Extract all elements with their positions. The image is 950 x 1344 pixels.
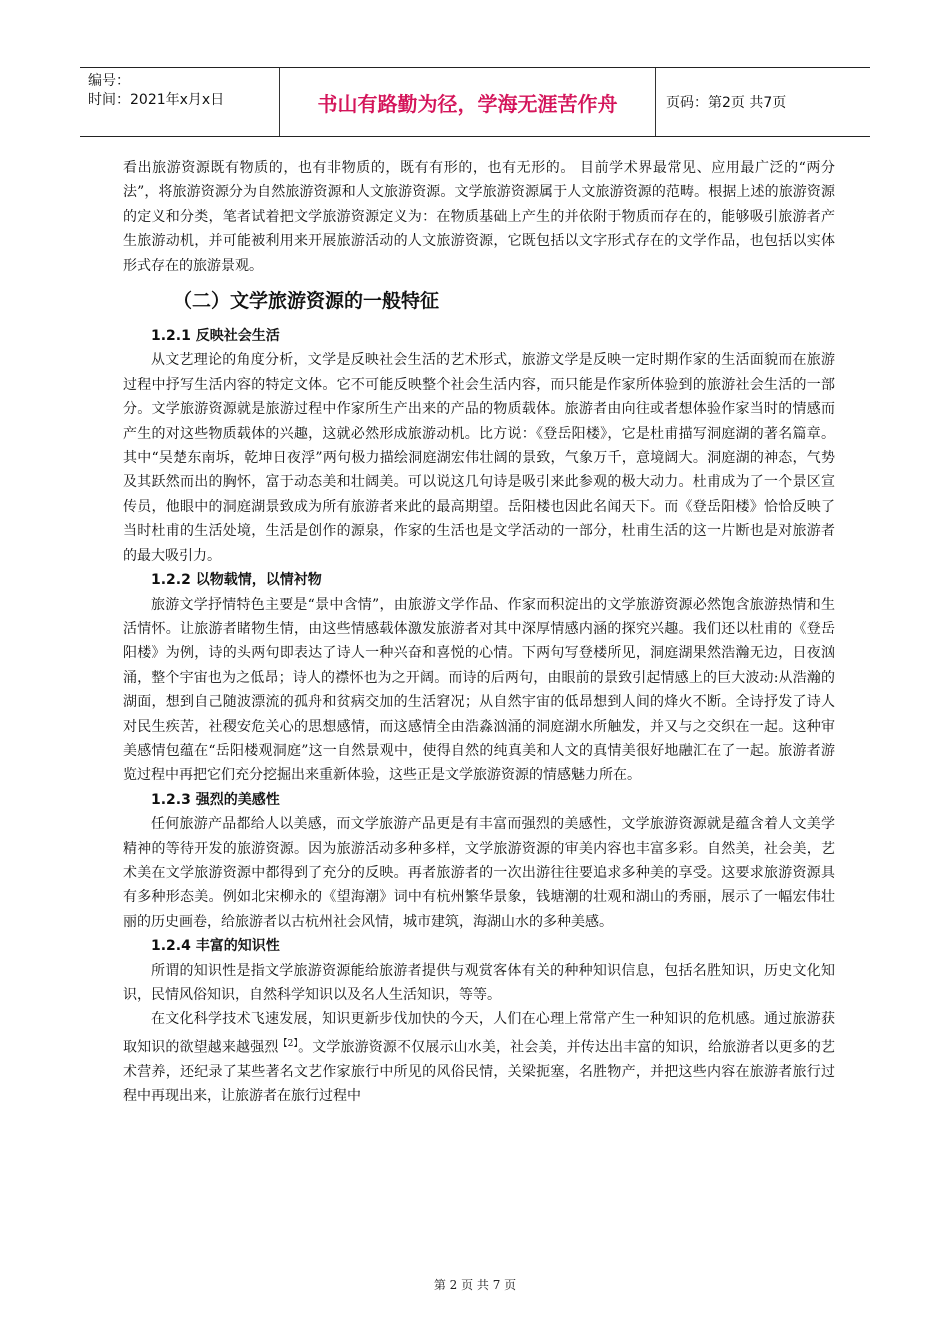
knowledge-text-b: 。文学旅游资源不仅展示山水美，社会美，并传达出丰富的知识，给旅游者以更多的艺术营养，还纪录了某些著名文艺作家旅行中所见的风俗民情，关梁扼塞，名胜物产，并把这些内容在旅游者旅行过程中再现出来，让旅游者在旅行过程中 xyxy=(123,1039,835,1105)
number-label: 编号： xyxy=(88,73,130,89)
subsection-title-2: 1.2.2 以物载情，以情衬物 xyxy=(151,572,322,589)
paragraph-social-life: 从文艺理论的角度分析，文学是反映社会生活的艺术形式，旅游文学是反映一定时期作家的生活面貌而在旅游过程中抒写生活内容的特定文体。它不可能反映整个社会生活内容，而只能是作家所体验到的旅游社会生活的一部分。文学旅游资源就是旅游过程中作家所生产出来的产品的物质载体。旅游者由向往或者想体验作家当时的情感而产生的对这些物质载体的兴趣，这就必然形成旅游动机。比方说：《登岳阳楼》，它是杜甫描写洞庭湖的著名篇章。其中“吴楚东南坼，乾坤日夜浮”两句极力描绘洞庭湖宏伟壮阔的景致，气象万千，意境阔大。洞庭湖的神态，气势及其跃然而出的胸怀，富于动态美和壮阔美。可以说这几句诗是吸引来此参观的极大动力。杜甫成为了一个景区宣传员，他眼中的洞庭湖景致成为所有旅游者来此的最高期望。岳阳楼也因此名闻天下。而《登岳阳楼》恰恰反映了当时杜甫的生活处境，生活是创作的源泉，作家的生活也是文学活动的一部分，杜甫生活的这一片断也是对旅游者的最大吸引力。 xyxy=(123,352,835,564)
subsection-title-1: 1.2.1 反映社会生活 xyxy=(151,328,280,345)
header-meta xyxy=(80,68,280,136)
document-body xyxy=(123,156,835,1109)
citation-marker[interactable]: 【2】 xyxy=(278,1038,299,1049)
paragraph-knowledge-2 xyxy=(123,1007,835,1108)
page-header xyxy=(80,67,870,137)
header-motto: 书山有路勤为径，学海无涯苦作舟 xyxy=(280,68,656,136)
header-page-label: 页码：第2页 共7页 xyxy=(666,95,787,111)
subsection-title-4: 1.2.4 丰富的知识性 xyxy=(151,938,280,955)
section-title: （二）文学旅游资源的一般特征 xyxy=(173,290,440,313)
paragraph-intro: 看出旅游资源既有物质的，也有非物质的，既有有形的，也有无形的。 目前学术界最常见、应用最广泛的“两分法”，将旅游资源分为自然旅游资源和人文旅游资源。文学旅游资源属于人文旅游资源的范畴。根据上述的旅游资源的定义和分类，笔者试着把文学旅游资源定义为：在物质基础上产生的并依附于物质而存在的，能够吸引旅游者产生旅游动机，并可能被利用来开展旅游活动的人文旅游资源，它既包括以文字形式存在的文学作品，也包括以实体形式存在的旅游景观。 xyxy=(123,160,835,274)
knowledge-text-a: 在文化科学技术飞速发展，知识更新步伐加快的今天，人们在心理上常常产生一种知识的危机感。通过旅游获取知识的欲望越来越强烈 xyxy=(123,1011,835,1056)
date-label: 时间：2021年x月x日 xyxy=(88,92,225,108)
page-footer: 第 2 页 共 7 页 xyxy=(433,1278,517,1292)
paragraph-aesthetic: 任何旅游产品都给人以美感，而文学旅游产品更是有丰富而强烈的美感性，文学旅游资源就是蕴含着人文美学精神的等待开发的旅游资源。因为旅游活动多种多样，文学旅游资源的审美内容也丰富多彩。自然美，社会美，艺术美在文学旅游资源中都得到了充分的反映。再者旅游者的一次出游往往要追求多种美的享受。这要求旅游资源具有多种形态美。例如北宋柳永的《望海潮》词中有杭州繁华景象，钱塘潮的壮观和湖山的秀丽，展示了一幅宏伟壮丽的历史画卷，给旅游者以古杭州社会风情，城市建筑，海湖山水的多种美感。 xyxy=(123,816,835,930)
paragraph-knowledge-1: 所谓的知识性是指文学旅游资源能给旅游者提供与观赏客体有关的种种知识信息，包括名胜知识，历史文化知识，民情风俗知识，自然科学知识以及名人生活知识，等等。 xyxy=(123,962,835,1003)
paragraph-emotion: 旅游文学抒情特色主要是“景中含情”，由旅游文学作品、作家而积淀出的文学旅游资源必然饱含旅游热情和生活情怀。让旅游者睹物生情，由这些情感载体激发旅游者对其中深厚情感内涵的探究兴趣。我们还以杜甫的《登岳阳楼》为例，诗的头两句即表达了诗人一种兴奋和喜悦的心情。下两句写登楼所见，洞庭湖果然浩瀚无边，日夜汹涌，整个宇宙也为之低昂；诗人的襟怀也为之开阔。而诗的后两句，由眼前的景致引起情感上的巨大波动:从浩瀚的湖面，想到自己随波漂流的孤舟和贫病交加的生活窘况；从自然宇宙的低昂想到人间的烽火不断。全诗抒发了诗人对民生疾苦，社稷安危关心的思想感情，而这感情全由浩淼汹涌的洞庭湖水所触发，并又与之交织在一起。这种审美感情包蕴在“岳阳楼观洞庭”这一自然景观中，使得自然的纯真美和人文的真情美很好地融汇在了一起。旅游者游览过程中再把它们充分挖掘出来重新体验，这些正是文学旅游资源的情感魅力所在。 xyxy=(123,596,835,784)
subsection-title-3: 1.2.3 强烈的美感性 xyxy=(151,791,280,808)
